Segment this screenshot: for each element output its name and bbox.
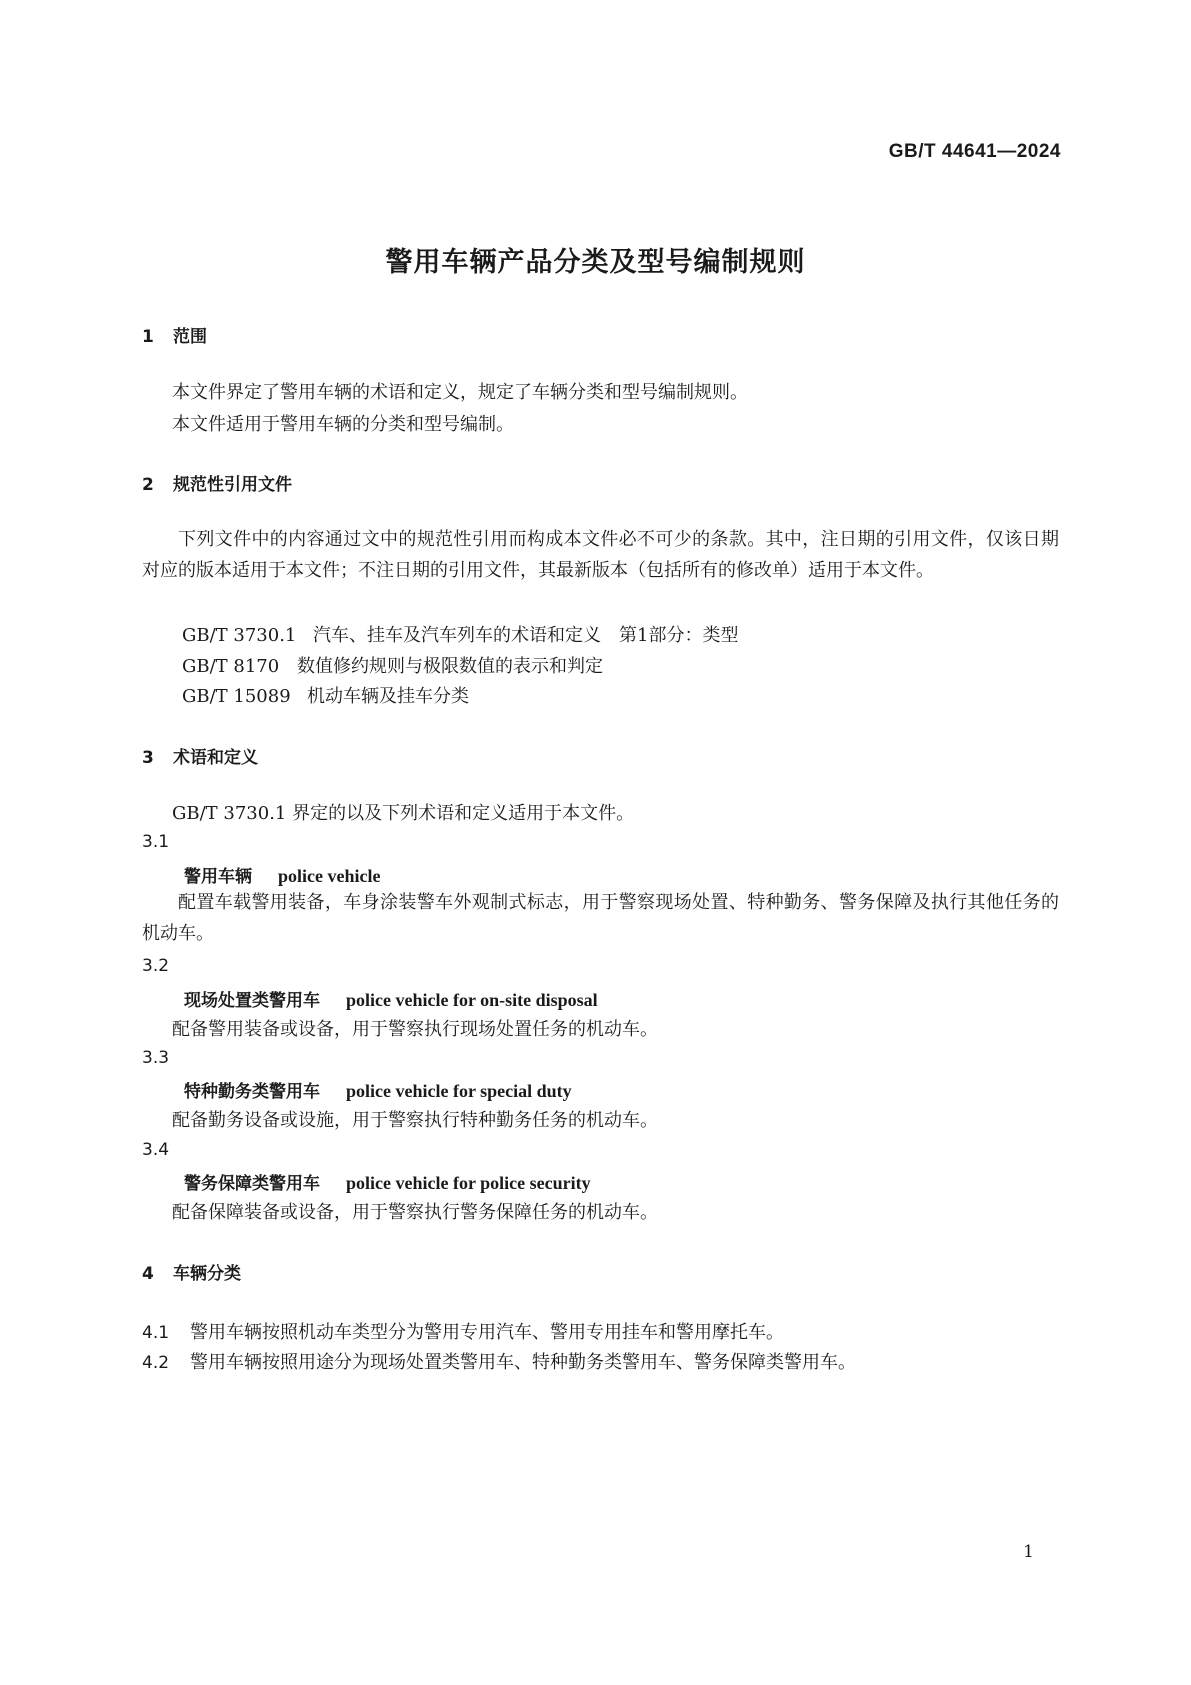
reference-code: GB/T 8170: [182, 656, 280, 677]
page-number: 1: [1023, 1542, 1034, 1562]
reference-title: 数值修约规则与极限数值的表示和判定: [297, 656, 603, 677]
normative-intro-paragraph: 下列文件中的内容通过文中的规范性引用而构成本文件必不可少的条款。其中，注日期的引用文件，仅该日期对应的版本适用于本文件；不注日期的引用文件，其最新版本（包括所有的修改单）适用于本文件。: [142, 529, 1059, 581]
reference-item: [182, 682, 469, 708]
term-definition: 配备勤务设备或设施，用于警察执行特种勤务任务的机动车。: [172, 1110, 658, 1131]
term-definition: 配备警用装备或设备，用于警察执行现场处置任务的机动车。: [172, 1019, 658, 1040]
term-heading: [184, 1169, 591, 1194]
clause-number: 4.1: [142, 1323, 170, 1343]
section-number: 3: [142, 748, 154, 768]
paragraph: 本文件界定了警用车辆的术语和定义，规定了车辆分类和型号编制规则。: [172, 382, 748, 403]
reference-code: GB/T 15089: [182, 686, 291, 707]
term-english: police vehicle for special duty: [346, 1081, 572, 1101]
clause-number: 3.2: [142, 956, 170, 976]
section-title: 规范性引用文件: [173, 475, 292, 495]
classification-item: [142, 1318, 784, 1344]
clause-number: 3.1: [142, 832, 170, 852]
paragraph: 本文件适用于警用车辆的分类和型号编制。: [172, 414, 514, 435]
clause-number: 4.2: [142, 1353, 170, 1373]
reference-title: 机动车辆及挂车分类: [307, 686, 469, 707]
term-definition: 配备保障装备或设备，用于警察执行警务保障任务的机动车。: [172, 1202, 658, 1223]
term-english: police vehicle for police security: [346, 1173, 591, 1193]
term-chinese: 警用车辆: [184, 867, 252, 887]
reference-item: [182, 652, 603, 678]
section-heading-scope: [142, 322, 207, 347]
term-definition: 配置车载警用装备，车身涂装警车外观制式标志，用于警察现场处置、特种勤务、警务保障及执行其他任务的机动车。: [142, 892, 1059, 944]
section-title: 车辆分类: [173, 1264, 241, 1284]
section-heading-classification: [142, 1259, 241, 1284]
clause-number: 3.3: [142, 1048, 170, 1068]
section-heading-terms: [142, 743, 258, 768]
term-english: police vehicle for on-site disposal: [346, 990, 598, 1010]
clause-text: 警用车辆按照机动车类型分为警用专用汽车、警用专用挂车和警用摩托车。: [190, 1322, 784, 1343]
reference-title: 汽车、挂车及汽车列车的术语和定义 第1部分：类型: [313, 625, 739, 646]
term-chinese: 特种勤务类警用车: [184, 1082, 320, 1102]
section-number: 1: [142, 327, 154, 347]
section-title: 术语和定义: [173, 748, 258, 768]
classification-item: [142, 1348, 856, 1374]
reference-item: [182, 621, 738, 647]
section-number: 4: [142, 1264, 154, 1284]
clause-text: 警用车辆按照用途分为现场处置类警用车、特种勤务类警用车、警务保障类警用车。: [190, 1352, 856, 1373]
standard-code: GB/T 44641—2024: [888, 141, 1061, 162]
section-title: 范围: [173, 327, 207, 347]
section-number: 2: [142, 475, 154, 495]
reference-code: GB/T 3730.1: [182, 625, 297, 646]
clause-number: 3.4: [142, 1140, 170, 1160]
terms-intro-paragraph: GB/T 3730.1 界定的以及下列术语和定义适用于本文件。: [172, 803, 635, 824]
term-chinese: 警务保障类警用车: [184, 1174, 320, 1194]
term-heading: [184, 986, 598, 1011]
term-heading: [184, 1077, 572, 1102]
term-chinese: 现场处置类警用车: [184, 991, 320, 1011]
document-title: 警用车辆产品分类及型号编制规则: [385, 247, 806, 278]
term-heading: [184, 862, 380, 887]
section-heading-normative-references: [142, 470, 292, 495]
term-english: police vehicle: [278, 866, 381, 886]
